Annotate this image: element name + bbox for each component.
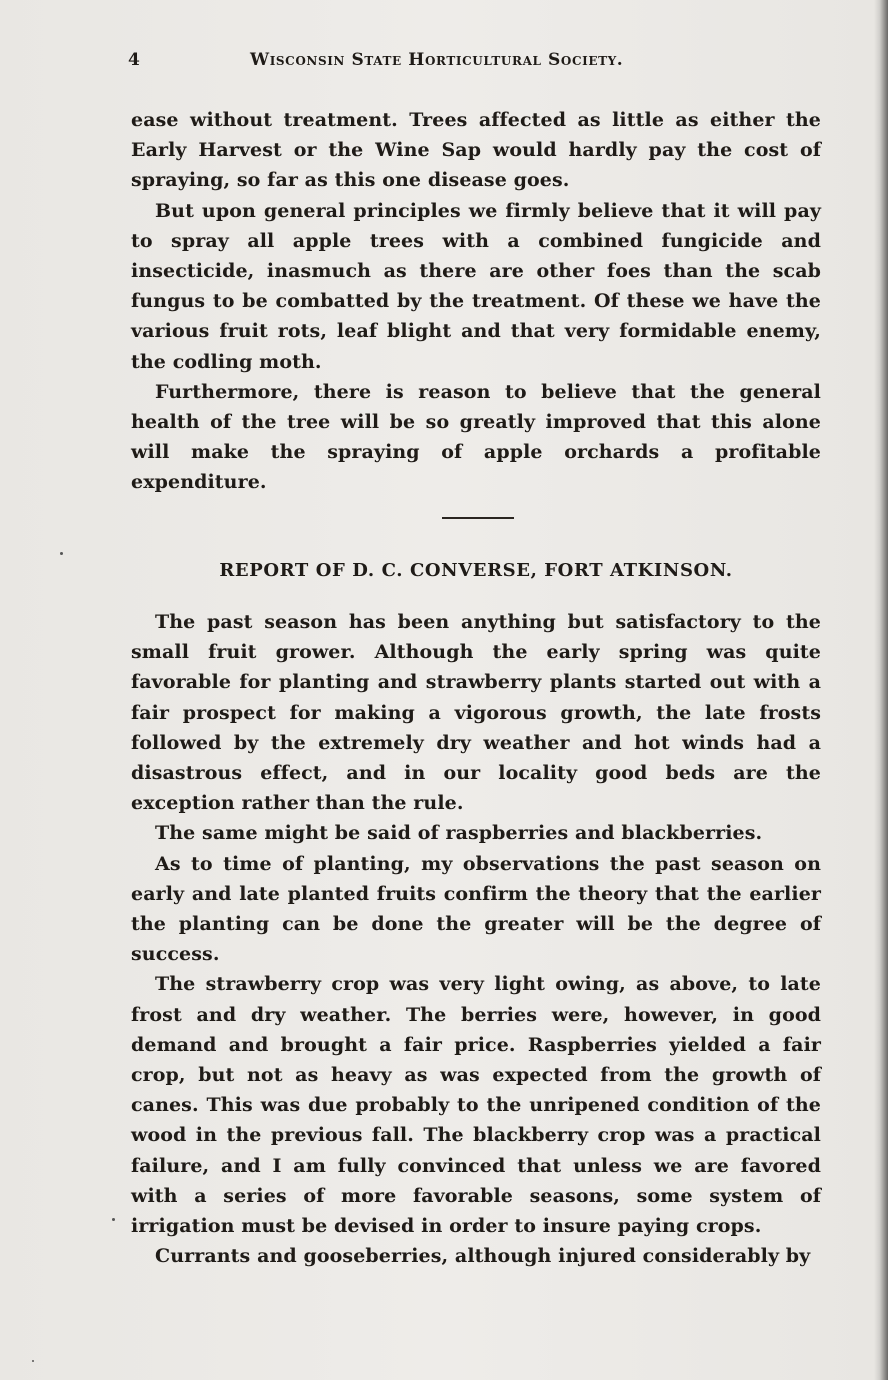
running-head: Wisconsin State Horticultural Society. [250,50,624,70]
report-body [131,607,821,1271]
paper-speck [112,1218,115,1221]
paragraph: But upon general principles we firmly believe that it will pay to spray all apple trees with a combined fungicide and insecticide, inasmuch as there are other foes than the scab fungus to be combatted by the treatment. Of these we have the various fruit rots, leaf blight and that very formidable enemy, the codling moth. [131,199,821,373]
paragraph: The same might be said of raspberries and blackberries. [155,822,763,845]
paragraph: ease without treatment. Trees affected as little as either the Early Harvest or the Wine Sap would hardly pay the cost of spraying, so far as this one disease goes. [131,109,821,192]
page-header [128,50,828,78]
paper-speck [60,552,63,555]
page-number: 4 [128,50,140,70]
continued-section-text [131,105,821,498]
page-edge-shadow [874,0,888,1380]
paragraph: The strawberry crop was very light owing, as above, to late frost and dry weather. The berries were, however, in good demand and brought a fair price. Raspberries yielded a fair crop, but not as heavy as was expected from the growth of canes. This was due probably to the unripened condition of the wood in the previous fall. The blackberry crop was a practical failure, and I am fully convinced that unless we are favored with a series of more favorable seasons, some system of irrigation must be devised in order to insure paying crops. [131,973,821,1238]
paragraph: As to time of planting, my observations the past season on early and late planted fruits confirm the theory that the earlier the planting can be done the greater will be the degree of success. [131,852,821,966]
paragraph: Furthermore, there is reason to believe that the general health of the tree will be so greatly improved that this alone will make the spraying of apple orchards a profitable expenditure. [131,380,821,494]
paragraph: Currants and gooseberries, although injured considerably by [155,1245,811,1268]
paragraph: The past season has been anything but satisfactory to the small fruit grower. Although the early spring was quite favorable for planting and strawberry plants started out with a fair prospect for making a vigorous growth, the late frosts followed by the extremely dry weather and hot winds had a disastrous effect, and in our locality good beds are the exception rather than the rule. [131,611,821,815]
section-divider [442,517,514,519]
report-title: REPORT OF D. C. CONVERSE, FORT ATKINSON. [219,560,733,581]
paper-speck [32,1360,34,1362]
